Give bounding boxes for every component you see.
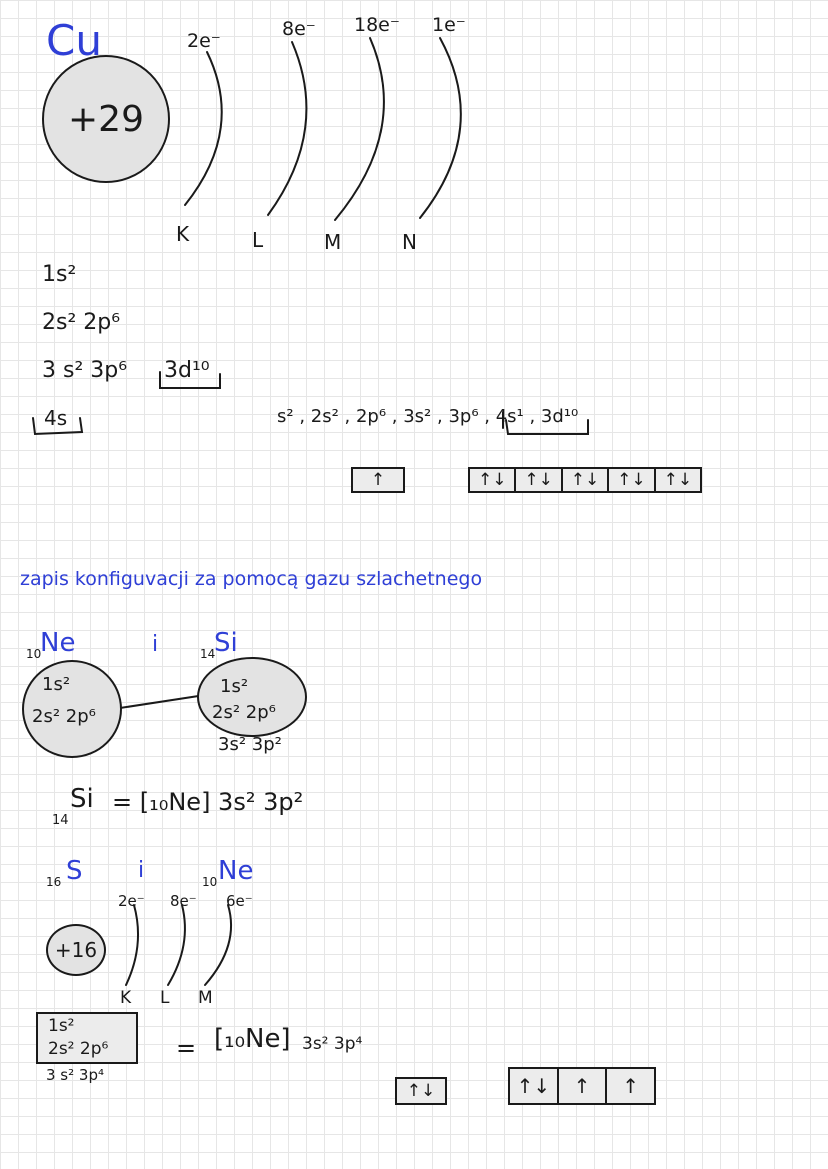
- s-below-box: 3 s² 3p⁴: [46, 1066, 104, 1084]
- orbital-cell: ↑: [559, 1069, 608, 1103]
- shell-count-m: 18e⁻: [354, 14, 400, 36]
- s-shell-count-m: 6e⁻: [226, 892, 253, 910]
- shell-letter-k: K: [176, 222, 190, 246]
- s-ne-atomic-number: 10: [202, 875, 218, 889]
- s-symbol: S: [66, 856, 83, 886]
- s-connector-i: i: [138, 858, 145, 883]
- s-atomic-number: 16: [46, 875, 62, 889]
- si-eq-atomic-number: 14: [52, 813, 69, 828]
- config-4s: 4s: [44, 406, 68, 430]
- ne-config-line-2: 2s² 2p⁶: [32, 706, 96, 727]
- s-nucleus: [46, 924, 106, 976]
- ne-atomic-number: 10: [26, 647, 42, 661]
- si-config-line-2: 2s² 2p⁶: [212, 702, 276, 723]
- orbital-box-3d: [468, 467, 702, 493]
- orbital-cell: ↑↓: [510, 1069, 559, 1103]
- orbital-cell: ↑↓: [563, 469, 609, 491]
- shell-letter-l: L: [252, 228, 264, 252]
- shell-letter-m: M: [324, 230, 342, 254]
- si-short-config: = [₁₀Ne] 3s² 3p²: [112, 788, 304, 816]
- si-symbol: Si: [214, 628, 238, 658]
- orbital-cell: ↑: [622, 1074, 640, 1098]
- shell-count-l: 8e⁻: [282, 18, 316, 40]
- si-shell-ellipse: [197, 657, 307, 737]
- si-eq-symbol: Si: [70, 784, 94, 814]
- orbital-cell: ↑↓: [609, 469, 655, 491]
- cu-nucleus: [42, 55, 170, 183]
- shell-arc-m: [335, 38, 384, 220]
- orbital-box-4s: [351, 467, 405, 493]
- orbital-box-3p: [508, 1067, 656, 1105]
- s-eq-sign: =: [176, 1034, 197, 1062]
- orbital-cell: ↑↓: [406, 1081, 436, 1101]
- s-shell-letter-m: M: [198, 988, 213, 1008]
- s-shell-arc-k: [126, 905, 138, 985]
- orbital-cell: ↑↓: [470, 469, 516, 491]
- cu-full-config: s² , 2s² , 2p⁶ , 3s² , 3p⁶ , 4s¹ , 3d¹⁰: [277, 406, 579, 427]
- s-short-config: [₁₀Ne]: [214, 1024, 291, 1054]
- s-shell-count-l: 8e⁻: [170, 892, 197, 910]
- config-line-2: 2s² 2p⁶: [42, 310, 121, 335]
- s-shell-arc-l: [168, 905, 185, 985]
- shell-letter-n: N: [402, 230, 417, 254]
- config-line-1: 1s²: [42, 262, 77, 287]
- s-shell-letter-l: L: [160, 988, 170, 1008]
- s-ne-symbol: Ne: [218, 856, 254, 886]
- connector-i: i: [152, 632, 159, 657]
- si-config-line-1: 1s²: [220, 676, 249, 697]
- ne-si-link: [120, 695, 205, 708]
- s-box-line-2: 2s² 2p⁶: [48, 1039, 109, 1059]
- ne-symbol: Ne: [40, 628, 76, 658]
- shell-arc-k: [185, 52, 222, 205]
- orbital-cell: ↑↓: [516, 469, 562, 491]
- noble-gas-heading: zapis konfiguvacji za pomocą gazu szlachetnego: [20, 568, 483, 590]
- config-line-3: 3 s² 3p⁶: [42, 358, 128, 383]
- shell-arc-n: [420, 38, 461, 218]
- shell-count-n: 1e⁻: [432, 14, 466, 36]
- s-box-line-1: 1s²: [48, 1016, 75, 1036]
- si-config-line-3: 3s² 3p²: [218, 734, 282, 755]
- shell-arc-l: [268, 42, 306, 215]
- cu-nucleus-charge: +29: [68, 98, 144, 140]
- cu-symbol: Cu: [46, 16, 102, 65]
- ne-config-line-1: 1s²: [42, 674, 71, 695]
- orbital-cell: ↑↓: [663, 470, 693, 490]
- s-short-config-tail: 3s² 3p⁴: [302, 1034, 363, 1054]
- orbital-cell: ↑: [370, 470, 386, 490]
- config-3d: 3d¹⁰: [164, 358, 210, 383]
- orbital-box-3s: [395, 1077, 447, 1105]
- si-atomic-number: 14: [200, 647, 216, 661]
- s-shell-arc-m: [205, 905, 231, 985]
- s-nucleus-charge: +16: [54, 938, 98, 962]
- s-config-box: [36, 1012, 138, 1064]
- s-shell-count-k: 2e⁻: [118, 892, 145, 910]
- s-shell-letter-k: K: [120, 988, 132, 1008]
- shell-count-k: 2e⁻: [187, 30, 221, 52]
